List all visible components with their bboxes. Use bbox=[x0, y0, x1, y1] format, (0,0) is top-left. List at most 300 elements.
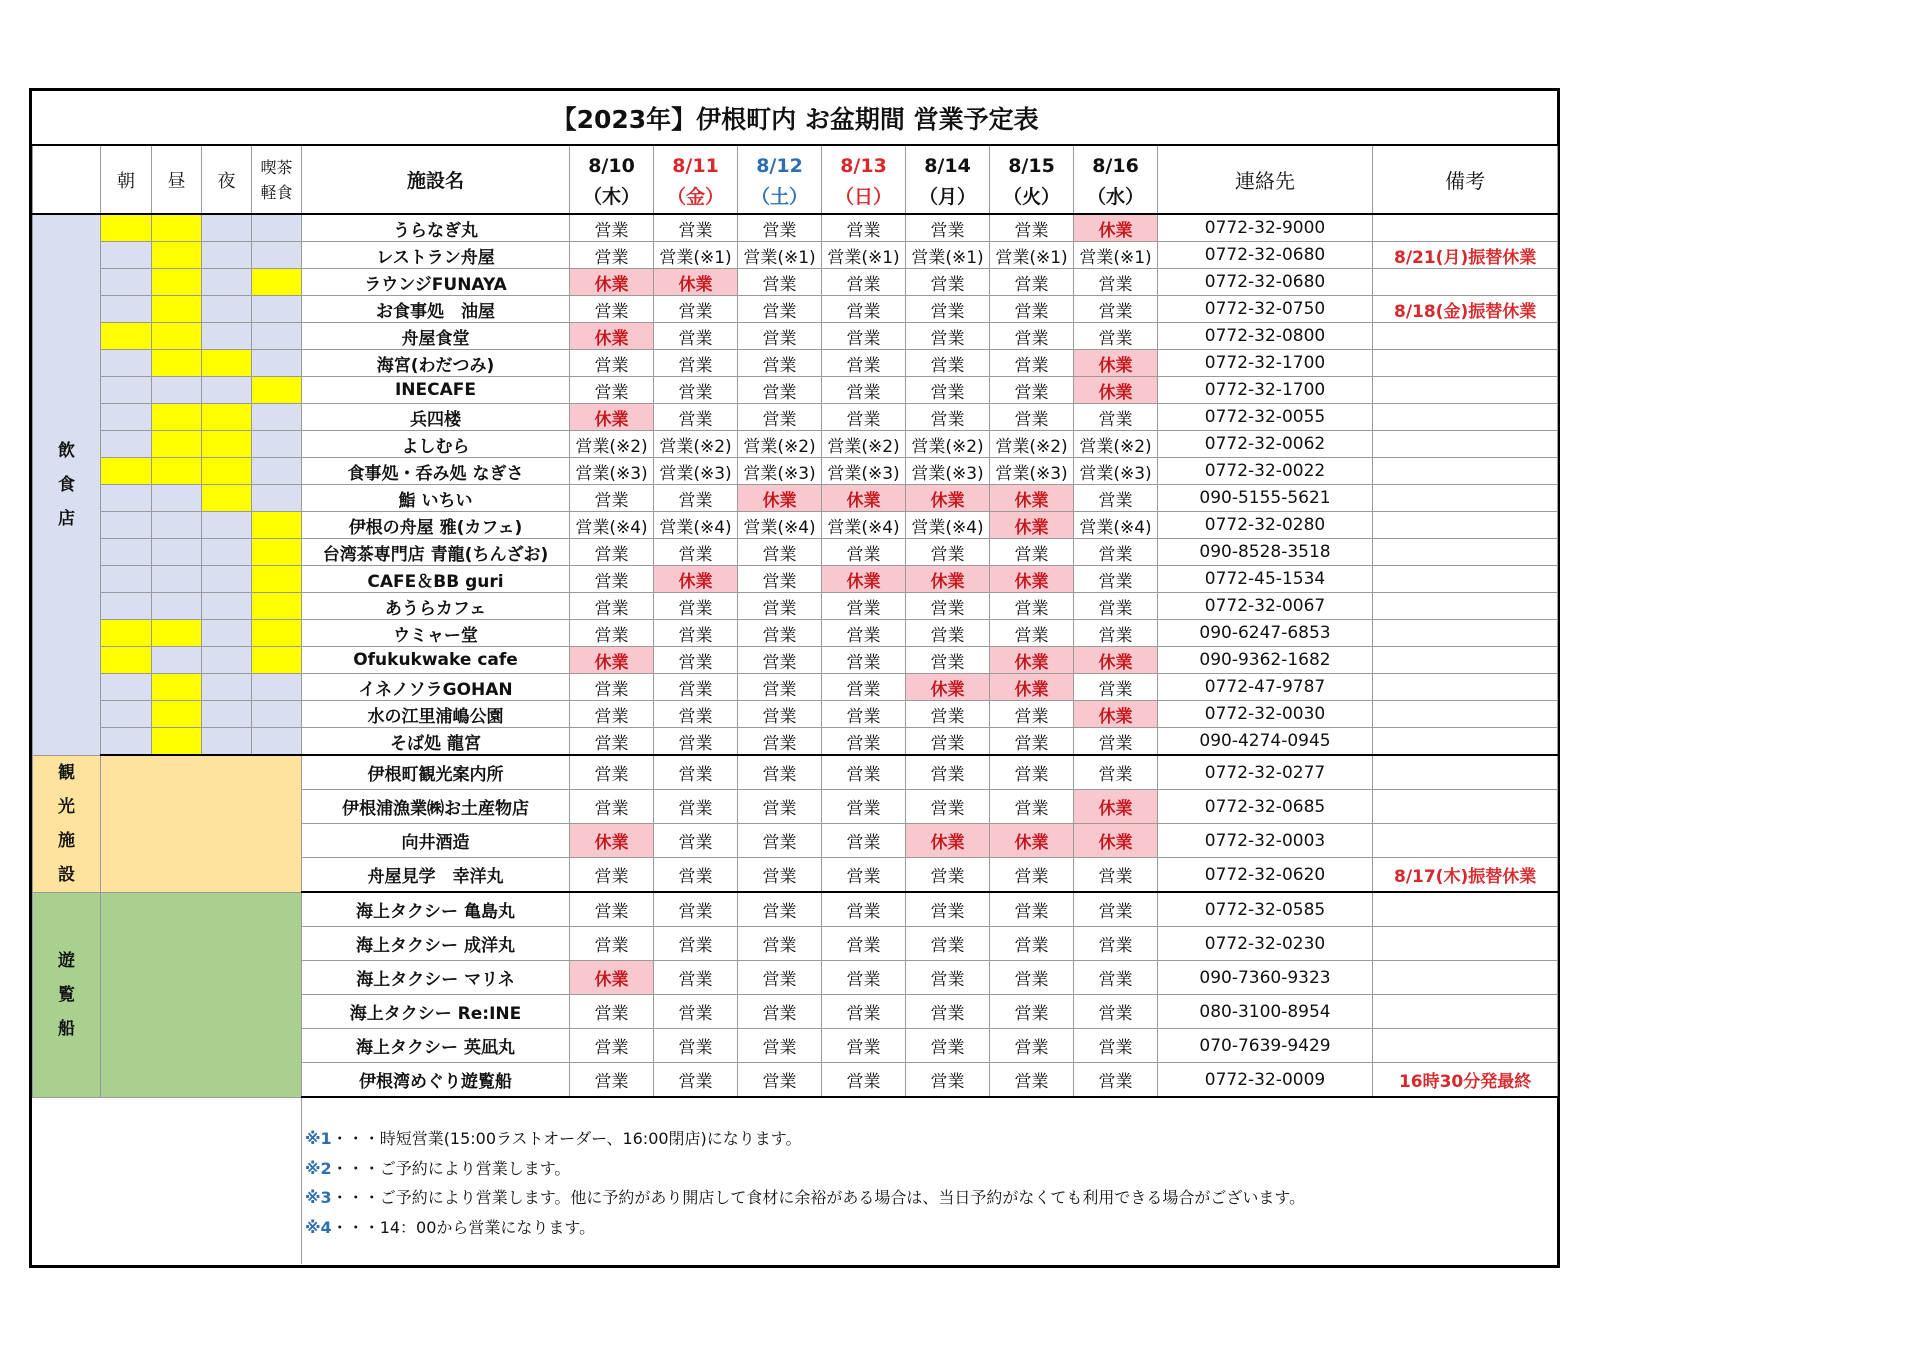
contact-phone: 090-8528-3518 bbox=[1158, 539, 1373, 566]
status-open: 営業 bbox=[570, 485, 654, 512]
status-open: 営業 bbox=[570, 674, 654, 701]
status-open: 営業 bbox=[570, 566, 654, 593]
status-closed: 休業 bbox=[570, 269, 654, 296]
status-open: 営業 bbox=[1074, 593, 1158, 620]
status-open: 営業(※3) bbox=[654, 458, 738, 485]
status-open: 営業(※1) bbox=[654, 242, 738, 269]
status-open: 営業 bbox=[990, 1029, 1074, 1063]
remark: 8/21(月)振替休業 bbox=[1373, 242, 1558, 269]
facility-name: 伊根浦漁業㈱お土産物店 bbox=[302, 790, 570, 824]
status-closed: 休業 bbox=[990, 824, 1074, 858]
status-open: 営業 bbox=[990, 539, 1074, 566]
facility-name: ウミャー堂 bbox=[302, 620, 570, 647]
status-open: 営業 bbox=[570, 755, 654, 790]
status-open: 営業(※4) bbox=[570, 512, 654, 539]
meal-mark-noon-on bbox=[152, 701, 202, 728]
footnote-line bbox=[305, 1124, 1558, 1154]
status-closed: 休業 bbox=[1074, 377, 1158, 404]
meal-mark-cafe-on bbox=[252, 269, 302, 296]
category-char: 設 bbox=[58, 864, 75, 885]
status-closed: 休業 bbox=[990, 566, 1074, 593]
status-open: 営業 bbox=[570, 593, 654, 620]
status-closed: 休業 bbox=[990, 674, 1074, 701]
status-open: 営業 bbox=[1074, 755, 1158, 790]
table-row bbox=[33, 214, 1558, 242]
remark bbox=[1373, 755, 1558, 790]
facility-name: 海上タクシー Re:INE bbox=[302, 995, 570, 1029]
contact-phone: 0772-32-0062 bbox=[1158, 431, 1373, 458]
header-date-6 bbox=[1074, 145, 1158, 214]
meal-mark-morning-off bbox=[101, 485, 152, 512]
status-closed: 休業 bbox=[654, 566, 738, 593]
status-closed: 休業 bbox=[1074, 824, 1158, 858]
contact-phone: 090-5155-5621 bbox=[1158, 485, 1373, 512]
facility-name: 海宮(わだつみ) bbox=[302, 350, 570, 377]
status-open: 営業 bbox=[1074, 995, 1158, 1029]
meal-mark-night-off bbox=[202, 647, 252, 674]
status-open: 営業(※3) bbox=[738, 458, 822, 485]
status-open: 営業 bbox=[738, 1029, 822, 1063]
contact-phone: 0772-47-9787 bbox=[1158, 674, 1373, 701]
status-open: 営業 bbox=[654, 377, 738, 404]
remark bbox=[1373, 620, 1558, 647]
meal-mark-night-on bbox=[202, 404, 252, 431]
table-row bbox=[33, 701, 1558, 728]
weekday-label: （月） bbox=[918, 186, 976, 208]
meal-mark-cafe-off bbox=[252, 214, 302, 242]
meal-mark-morning-off bbox=[101, 377, 152, 404]
remark bbox=[1373, 647, 1558, 674]
status-open: 営業 bbox=[738, 824, 822, 858]
category-fill bbox=[101, 892, 302, 1097]
category-boat bbox=[33, 892, 101, 1097]
meal-mark-night-off bbox=[202, 593, 252, 620]
status-open: 営業 bbox=[822, 728, 906, 756]
status-open: 営業 bbox=[738, 728, 822, 756]
facility-name: 舟屋食堂 bbox=[302, 323, 570, 350]
status-open: 営業 bbox=[738, 961, 822, 995]
weekday-label: （日） bbox=[834, 186, 892, 208]
header-remarks: 備考 bbox=[1373, 145, 1558, 214]
meal-mark-night-off bbox=[202, 728, 252, 756]
status-open: 営業 bbox=[990, 892, 1074, 927]
status-closed: 休業 bbox=[738, 485, 822, 512]
header-date-5 bbox=[990, 145, 1074, 214]
meal-mark-cafe-on bbox=[252, 566, 302, 593]
header-date-4 bbox=[906, 145, 990, 214]
facility-name: 向井酒造 bbox=[302, 824, 570, 858]
status-open: 営業 bbox=[822, 701, 906, 728]
meal-mark-cafe-off bbox=[252, 701, 302, 728]
status-open: 営業 bbox=[990, 755, 1074, 790]
status-open: 営業 bbox=[1074, 296, 1158, 323]
status-open: 営業 bbox=[654, 755, 738, 790]
footnote-mark: ※2 bbox=[305, 1158, 332, 1178]
status-open: 営業 bbox=[654, 350, 738, 377]
status-open: 営業(※2) bbox=[654, 431, 738, 458]
facility-name: お食事処 油屋 bbox=[302, 296, 570, 323]
meal-mark-cafe-on bbox=[252, 647, 302, 674]
meal-mark-noon-on bbox=[152, 296, 202, 323]
remark bbox=[1373, 214, 1558, 242]
contact-phone: 0772-32-0800 bbox=[1158, 323, 1373, 350]
meal-mark-morning-on bbox=[101, 323, 152, 350]
remark bbox=[1373, 961, 1558, 995]
header-contact: 連絡先 bbox=[1158, 145, 1373, 214]
table-row bbox=[33, 350, 1558, 377]
table-row bbox=[33, 296, 1558, 323]
status-open: 営業 bbox=[906, 269, 990, 296]
status-open: 営業(※4) bbox=[1074, 512, 1158, 539]
remark bbox=[1373, 824, 1558, 858]
footnote-row bbox=[33, 1097, 1558, 1264]
status-closed: 休業 bbox=[906, 674, 990, 701]
meal-mark-night-off bbox=[202, 269, 252, 296]
status-closed: 休業 bbox=[570, 961, 654, 995]
status-open: 営業 bbox=[654, 858, 738, 893]
contact-phone: 0772-32-0685 bbox=[1158, 790, 1373, 824]
header-facility: 施設名 bbox=[302, 145, 570, 214]
footnote-text: ・・・時短営業(15:00ラストオーダー、16:00閉店)になります。 bbox=[331, 1129, 802, 1148]
status-open: 営業 bbox=[906, 858, 990, 893]
status-open: 営業 bbox=[990, 620, 1074, 647]
meal-mark-morning-off bbox=[101, 593, 152, 620]
status-open: 営業 bbox=[822, 323, 906, 350]
meal-mark-morning-off bbox=[101, 701, 152, 728]
status-open: 営業 bbox=[1074, 620, 1158, 647]
remark bbox=[1373, 485, 1558, 512]
meal-mark-cafe-off bbox=[252, 350, 302, 377]
meal-mark-night-off bbox=[202, 296, 252, 323]
status-closed: 休業 bbox=[906, 566, 990, 593]
date-label: 8/12 bbox=[756, 155, 803, 177]
meal-mark-night-off bbox=[202, 377, 252, 404]
status-open: 営業 bbox=[738, 269, 822, 296]
status-open: 営業 bbox=[1074, 323, 1158, 350]
status-open: 営業 bbox=[822, 961, 906, 995]
status-closed: 休業 bbox=[570, 404, 654, 431]
status-open: 営業 bbox=[906, 995, 990, 1029]
status-open: 営業 bbox=[570, 1063, 654, 1098]
meal-mark-cafe-on bbox=[252, 512, 302, 539]
meal-mark-morning-off bbox=[101, 242, 152, 269]
remark bbox=[1373, 995, 1558, 1029]
status-open: 営業(※1) bbox=[822, 242, 906, 269]
status-open: 営業(※3) bbox=[906, 458, 990, 485]
meal-mark-noon-off bbox=[152, 539, 202, 566]
status-open: 営業 bbox=[822, 995, 906, 1029]
contact-phone: 080-3100-8954 bbox=[1158, 995, 1373, 1029]
status-open: 営業 bbox=[570, 214, 654, 242]
status-open: 営業 bbox=[990, 995, 1074, 1029]
table-row bbox=[33, 593, 1558, 620]
status-open: 営業 bbox=[822, 620, 906, 647]
status-open: 営業 bbox=[738, 647, 822, 674]
meal-mark-noon-on bbox=[152, 242, 202, 269]
status-open: 営業 bbox=[906, 892, 990, 927]
status-closed: 休業 bbox=[654, 269, 738, 296]
facility-name: INECAFE bbox=[302, 377, 570, 404]
status-closed: 休業 bbox=[822, 566, 906, 593]
facility-name: レストラン舟屋 bbox=[302, 242, 570, 269]
table-row bbox=[33, 755, 1558, 790]
status-open: 営業 bbox=[654, 214, 738, 242]
weekday-label: （土） bbox=[750, 186, 808, 208]
meal-mark-morning-off bbox=[101, 431, 152, 458]
meal-mark-night-off bbox=[202, 701, 252, 728]
contact-phone: 0772-32-0055 bbox=[1158, 404, 1373, 431]
facility-name: 伊根湾めぐり遊覧船 bbox=[302, 1063, 570, 1098]
status-open: 営業 bbox=[570, 790, 654, 824]
status-open: 営業(※3) bbox=[1074, 458, 1158, 485]
category-char: 飲 bbox=[58, 440, 75, 461]
date-label: 8/14 bbox=[924, 155, 971, 177]
status-closed: 休業 bbox=[1074, 350, 1158, 377]
facility-name: CAFE＆BB guri bbox=[302, 566, 570, 593]
status-open: 営業 bbox=[738, 755, 822, 790]
status-open: 営業 bbox=[990, 728, 1074, 756]
contact-phone: 0772-32-0280 bbox=[1158, 512, 1373, 539]
facility-name: ラウンジFUNAYA bbox=[302, 269, 570, 296]
date-label: 8/11 bbox=[672, 155, 719, 177]
meal-mark-morning-off bbox=[101, 350, 152, 377]
status-open: 営業 bbox=[654, 995, 738, 1029]
contact-phone: 0772-32-0022 bbox=[1158, 458, 1373, 485]
meal-mark-morning-on bbox=[101, 214, 152, 242]
meal-mark-noon-on bbox=[152, 620, 202, 647]
contact-phone: 0772-32-1700 bbox=[1158, 350, 1373, 377]
status-open: 営業 bbox=[738, 296, 822, 323]
table-row bbox=[33, 512, 1558, 539]
status-open: 営業 bbox=[990, 350, 1074, 377]
status-open: 営業 bbox=[822, 269, 906, 296]
date-label: 8/13 bbox=[840, 155, 887, 177]
status-open: 営業 bbox=[1074, 566, 1158, 593]
remark: 8/18(金)振替休業 bbox=[1373, 296, 1558, 323]
status-open: 営業(※2) bbox=[990, 431, 1074, 458]
table-row bbox=[33, 892, 1558, 927]
meal-mark-cafe-off bbox=[252, 485, 302, 512]
meal-mark-morning-off bbox=[101, 566, 152, 593]
facility-name: 舟屋見学 幸洋丸 bbox=[302, 858, 570, 893]
status-open: 営業 bbox=[990, 1063, 1074, 1098]
status-closed: 休業 bbox=[570, 323, 654, 350]
meal-mark-cafe-off bbox=[252, 404, 302, 431]
status-open: 営業(※4) bbox=[654, 512, 738, 539]
status-open: 営業 bbox=[570, 1029, 654, 1063]
facility-name: イネノソラGOHAN bbox=[302, 674, 570, 701]
status-open: 営業 bbox=[822, 755, 906, 790]
status-open: 営業 bbox=[654, 485, 738, 512]
status-open: 営業 bbox=[990, 961, 1074, 995]
status-open: 営業 bbox=[990, 790, 1074, 824]
category-char: 光 bbox=[58, 796, 75, 817]
status-open: 営業(※3) bbox=[822, 458, 906, 485]
status-closed: 休業 bbox=[990, 485, 1074, 512]
header-cafe bbox=[252, 145, 302, 214]
meal-mark-cafe-off bbox=[252, 323, 302, 350]
contact-phone: 0772-32-0067 bbox=[1158, 593, 1373, 620]
status-open: 営業 bbox=[906, 961, 990, 995]
meal-mark-cafe-off bbox=[252, 674, 302, 701]
footnote-line bbox=[305, 1154, 1558, 1184]
status-open: 営業 bbox=[822, 858, 906, 893]
status-open: 営業 bbox=[1074, 674, 1158, 701]
contact-phone: 0772-32-0680 bbox=[1158, 269, 1373, 296]
remark bbox=[1373, 728, 1558, 756]
meal-mark-cafe-off bbox=[252, 296, 302, 323]
status-open: 営業 bbox=[906, 214, 990, 242]
category-char: 施 bbox=[58, 830, 75, 851]
header-date-2 bbox=[738, 145, 822, 214]
facility-name: 兵四楼 bbox=[302, 404, 570, 431]
meal-mark-noon-on bbox=[152, 431, 202, 458]
status-open: 営業 bbox=[570, 242, 654, 269]
meal-mark-noon-off bbox=[152, 377, 202, 404]
status-open: 営業 bbox=[654, 296, 738, 323]
status-open: 営業 bbox=[738, 674, 822, 701]
status-open: 営業(※3) bbox=[990, 458, 1074, 485]
status-open: 営業(※2) bbox=[822, 431, 906, 458]
status-open: 営業 bbox=[654, 1063, 738, 1098]
table-row bbox=[33, 674, 1558, 701]
status-open: 営業 bbox=[990, 927, 1074, 961]
status-open: 営業 bbox=[570, 377, 654, 404]
status-open: 営業 bbox=[738, 701, 822, 728]
meal-mark-cafe-on bbox=[252, 377, 302, 404]
status-open: 営業 bbox=[990, 858, 1074, 893]
status-open: 営業 bbox=[822, 214, 906, 242]
status-open: 営業 bbox=[738, 323, 822, 350]
date-label: 8/16 bbox=[1092, 155, 1139, 177]
contact-phone: 090-9362-1682 bbox=[1158, 647, 1373, 674]
status-closed: 休業 bbox=[570, 647, 654, 674]
status-closed: 休業 bbox=[1074, 647, 1158, 674]
meal-mark-cafe-on bbox=[252, 593, 302, 620]
meal-mark-morning-off bbox=[101, 296, 152, 323]
meal-mark-night-on bbox=[202, 485, 252, 512]
status-open: 営業 bbox=[738, 1063, 822, 1098]
date-label: 8/15 bbox=[1008, 155, 1055, 177]
meal-mark-night-off bbox=[202, 539, 252, 566]
status-open: 営業 bbox=[822, 539, 906, 566]
facility-name: Ofukukwake cafe bbox=[302, 647, 570, 674]
status-open: 営業(※3) bbox=[570, 458, 654, 485]
status-open: 営業 bbox=[906, 620, 990, 647]
status-open: 営業(※4) bbox=[906, 512, 990, 539]
footnote-mark: ※3 bbox=[305, 1188, 332, 1207]
meal-mark-noon-on bbox=[152, 323, 202, 350]
header-noon: 昼 bbox=[152, 145, 202, 214]
header-morning: 朝 bbox=[101, 145, 152, 214]
status-open: 営業 bbox=[570, 728, 654, 756]
contact-phone: 0772-45-1534 bbox=[1158, 566, 1373, 593]
status-open: 営業 bbox=[1074, 927, 1158, 961]
meal-mark-morning-off bbox=[101, 404, 152, 431]
status-open: 営業 bbox=[570, 350, 654, 377]
remark: 8/17(木)振替休業 bbox=[1373, 858, 1558, 893]
meal-mark-noon-on bbox=[152, 214, 202, 242]
table-row bbox=[33, 404, 1558, 431]
status-open: 営業 bbox=[822, 892, 906, 927]
status-open: 営業(※2) bbox=[570, 431, 654, 458]
facility-name: 海上タクシー 英凪丸 bbox=[302, 1029, 570, 1063]
category-char: 店 bbox=[58, 508, 75, 529]
footnote-line bbox=[305, 1213, 1558, 1243]
remark bbox=[1373, 512, 1558, 539]
status-open: 営業 bbox=[906, 1029, 990, 1063]
header-night: 夜 bbox=[202, 145, 252, 214]
meal-mark-morning-on bbox=[101, 620, 152, 647]
remark bbox=[1373, 377, 1558, 404]
status-open: 営業 bbox=[654, 790, 738, 824]
schedule-sheet bbox=[29, 88, 1560, 1268]
status-open: 営業(※1) bbox=[1074, 242, 1158, 269]
status-open: 営業 bbox=[738, 858, 822, 893]
status-open: 営業 bbox=[990, 214, 1074, 242]
table-row bbox=[33, 539, 1558, 566]
remark bbox=[1373, 892, 1558, 927]
status-open: 営業 bbox=[1074, 858, 1158, 893]
meal-mark-noon-on bbox=[152, 350, 202, 377]
status-open: 営業 bbox=[570, 858, 654, 893]
status-open: 営業 bbox=[654, 961, 738, 995]
status-open: 営業 bbox=[906, 323, 990, 350]
table-row bbox=[33, 323, 1558, 350]
status-open: 営業 bbox=[738, 790, 822, 824]
status-open: 営業 bbox=[990, 701, 1074, 728]
facility-name: そば処 龍宮 bbox=[302, 728, 570, 756]
contact-phone: 0772-32-0620 bbox=[1158, 858, 1373, 893]
footnotes bbox=[302, 1097, 1558, 1264]
contact-phone: 0772-32-1700 bbox=[1158, 377, 1373, 404]
weekday-label: （水） bbox=[1086, 186, 1144, 208]
status-open: 営業 bbox=[570, 620, 654, 647]
header-date-1 bbox=[654, 145, 738, 214]
contact-phone: 0772-32-0230 bbox=[1158, 927, 1373, 961]
status-open: 営業 bbox=[738, 593, 822, 620]
table-row bbox=[33, 431, 1558, 458]
table-row bbox=[33, 728, 1558, 756]
header-date-0 bbox=[570, 145, 654, 214]
status-open: 営業 bbox=[654, 728, 738, 756]
status-open: 営業 bbox=[822, 824, 906, 858]
status-open: 営業 bbox=[654, 323, 738, 350]
header-date-3 bbox=[822, 145, 906, 214]
date-label: 8/10 bbox=[588, 155, 635, 177]
status-open: 営業 bbox=[822, 674, 906, 701]
status-open: 営業 bbox=[822, 404, 906, 431]
status-open: 営業 bbox=[738, 995, 822, 1029]
status-closed: 休業 bbox=[1074, 214, 1158, 242]
status-open: 営業 bbox=[990, 404, 1074, 431]
facility-name: 台湾茶専門店 青龍(ちんざお) bbox=[302, 539, 570, 566]
status-closed: 休業 bbox=[570, 824, 654, 858]
status-open: 営業 bbox=[570, 927, 654, 961]
remark bbox=[1373, 566, 1558, 593]
status-open: 営業 bbox=[1074, 892, 1158, 927]
meal-mark-noon-off bbox=[152, 647, 202, 674]
meal-mark-cafe-on bbox=[252, 620, 302, 647]
status-closed: 休業 bbox=[1074, 790, 1158, 824]
facility-name: 伊根の舟屋 雅(カフェ) bbox=[302, 512, 570, 539]
remark bbox=[1373, 701, 1558, 728]
meal-mark-noon-on bbox=[152, 404, 202, 431]
contact-phone: 090-7360-9323 bbox=[1158, 961, 1373, 995]
contact-phone: 0772-32-0277 bbox=[1158, 755, 1373, 790]
status-open: 営業(※4) bbox=[738, 512, 822, 539]
footnote-mark: ※4 bbox=[305, 1217, 332, 1237]
